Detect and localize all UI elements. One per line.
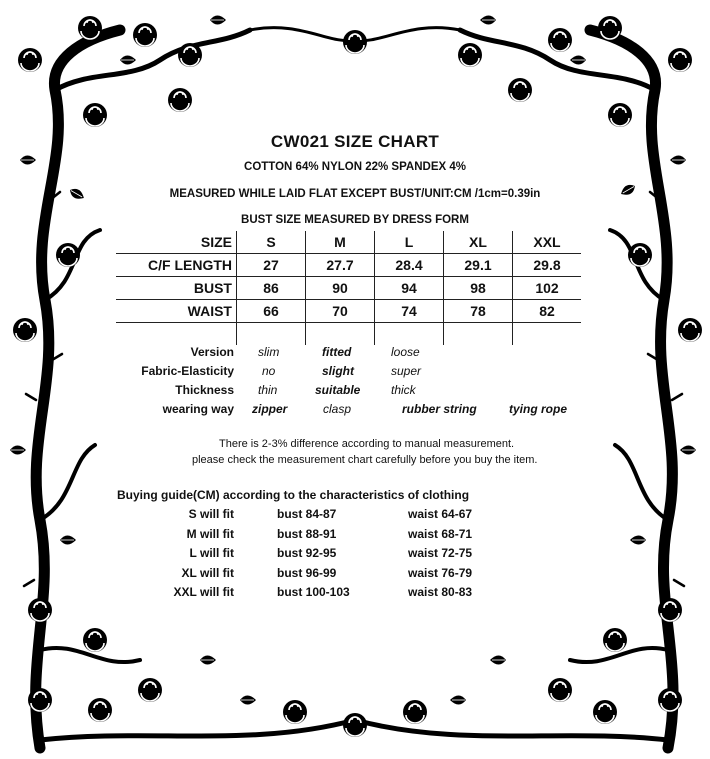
attr-label-elasticity: Fabric-Elasticity: [141, 364, 234, 378]
guide-bust: bust 96-99: [277, 566, 337, 580]
table-row: [116, 277, 581, 300]
attr-value: thin: [258, 383, 278, 397]
table-blank-row: [116, 323, 581, 346]
guide-bust: bust 88-91: [277, 527, 337, 541]
chart-title: CW021 SIZE CHART: [270, 132, 440, 151]
size-header-cell: XXL: [513, 231, 582, 254]
disclaimer-line-1: There is 2-3% difference according to manual measurement.: [219, 438, 515, 450]
row-label: WAIST: [116, 300, 237, 323]
table-cell: 82: [513, 300, 582, 323]
size-header-cell: XL: [444, 231, 513, 254]
attr-value: no: [262, 364, 276, 378]
attr-value: loose: [391, 345, 420, 359]
table-cell: 74: [375, 300, 444, 323]
attr-label-wearing-way: wearing way: [162, 402, 234, 416]
table-cell: 28.4: [375, 254, 444, 277]
table-cell: 70: [306, 300, 375, 323]
row-label: C/F LENGTH: [116, 254, 237, 277]
buying-guide-heading: Buying guide(CM) according to the characteristics of clothing: [117, 488, 470, 502]
guide-size: XXL will fit: [173, 585, 234, 599]
measurement-note: MEASURED WHILE LAID FLAT EXCEPT BUST/UNIT:CM /1cm=0.39in: [169, 188, 541, 200]
size-header-cell: S: [237, 231, 306, 254]
size-header-cell: L: [375, 231, 444, 254]
table-cell: 90: [306, 277, 375, 300]
attr-value: rubber string: [402, 402, 477, 416]
blank-cell: [444, 323, 513, 346]
guide-waist: waist 76-79: [408, 566, 473, 580]
guide-waist: waist 72-75: [408, 546, 473, 560]
attr-value: suitable: [315, 383, 361, 397]
attr-value: slim: [258, 345, 280, 359]
size-header-label: SIZE: [116, 231, 237, 254]
table-cell: 29.8: [513, 254, 582, 277]
attr-value: zipper: [252, 402, 288, 416]
guide-size: M will fit: [186, 527, 234, 541]
bust-note: BUST SIZE MEASURED BY DRESS FORM: [241, 214, 469, 226]
table-cell: 29.1: [444, 254, 513, 277]
table-row: [116, 300, 581, 323]
fabric-composition: COTTON 64% NYLON 22% SPANDEX 4%: [244, 161, 466, 173]
guide-bust: bust 84-87: [277, 507, 337, 521]
table-row: [116, 254, 581, 277]
blank-cell: [375, 323, 444, 346]
blank-cell: [237, 323, 306, 346]
guide-bust: bust 100-103: [277, 585, 350, 599]
size-table: [116, 231, 581, 345]
attr-label-thickness: Thickness: [175, 383, 234, 397]
table-cell: 98: [444, 277, 513, 300]
blank-cell: [306, 323, 375, 346]
attr-label-version: Version: [190, 345, 234, 359]
guide-waist: waist 64-67: [408, 507, 473, 521]
guide-size: S will fit: [188, 507, 234, 521]
size-table-header: [116, 231, 581, 254]
guide-waist: waist 80-83: [408, 585, 473, 599]
guide-size: L will fit: [189, 546, 234, 560]
table-cell: 27: [237, 254, 306, 277]
table-cell: 94: [375, 277, 444, 300]
attr-value: tying rope: [509, 402, 568, 416]
table-cell: 27.7: [306, 254, 375, 277]
attr-value: super: [391, 364, 422, 378]
guide-bust: bust 92-95: [277, 546, 337, 560]
table-cell: 78: [444, 300, 513, 323]
guide-size: XL will fit: [181, 566, 234, 580]
disclaimer-line-2: please check the measurement chart carefully before you buy the item.: [192, 454, 538, 466]
table-cell: 66: [237, 300, 306, 323]
table-cell: 102: [513, 277, 582, 300]
attr-value: thick: [391, 383, 416, 397]
attr-value: fitted: [322, 345, 352, 359]
blank-cell: [116, 323, 237, 346]
row-label: BUST: [116, 277, 237, 300]
attr-value: slight: [322, 364, 354, 378]
table-cell: 86: [237, 277, 306, 300]
size-header-cell: M: [306, 231, 375, 254]
guide-waist: waist 68-71: [408, 527, 473, 541]
attr-value: clasp: [323, 402, 352, 416]
blank-cell: [513, 323, 582, 346]
